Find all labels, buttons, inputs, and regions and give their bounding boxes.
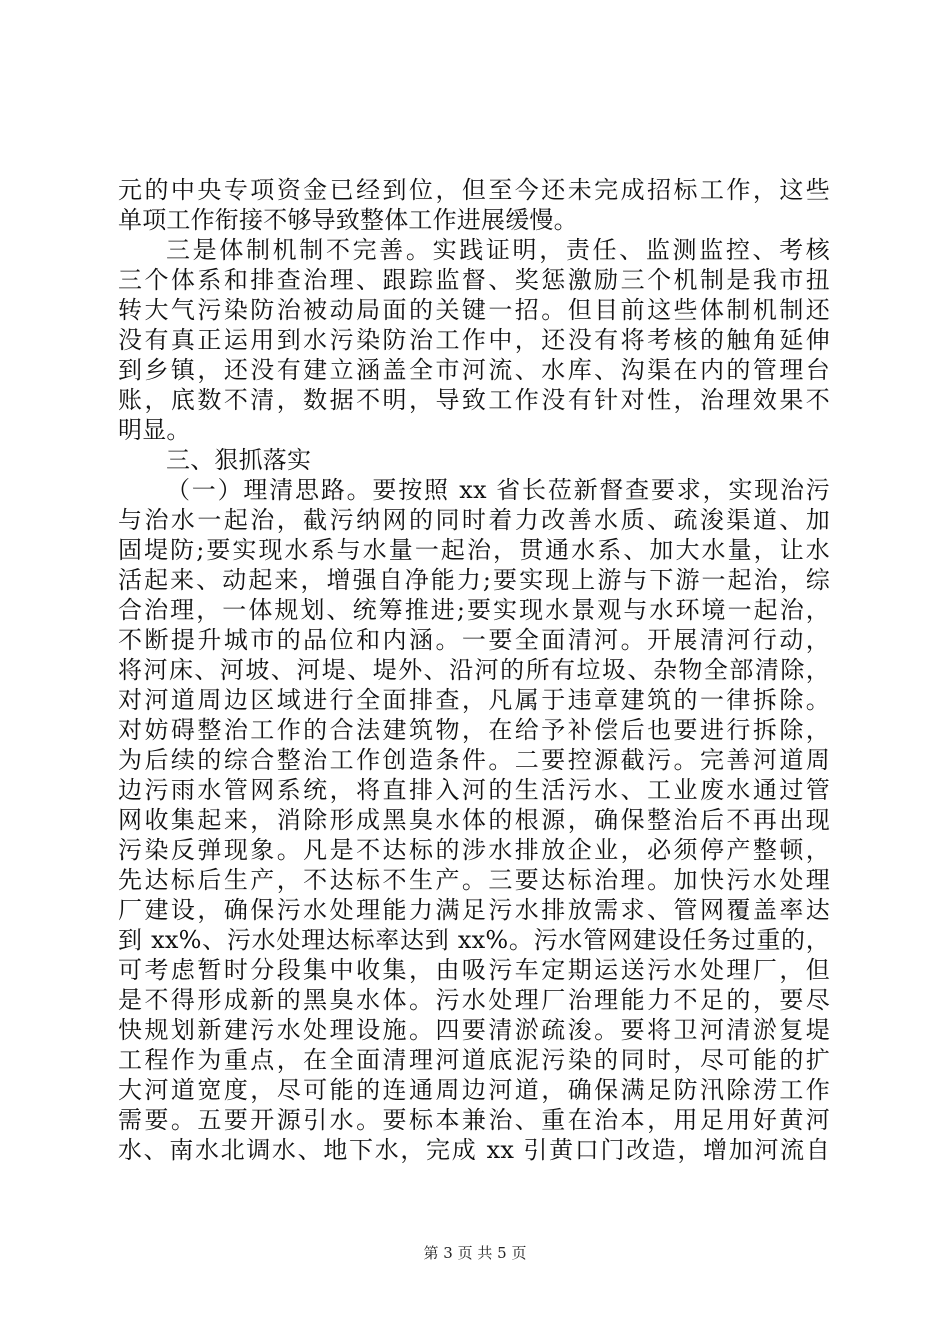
text-line: 工程作为重点，在全面清理河道底泥污染的同时，尽可能的扩 [118, 1046, 830, 1074]
paragraph-first-line: 三是体制机制不完善。实践证明，责任、监测监控、考核 [166, 236, 830, 264]
text-line: 对妨碍整治工作的合法建筑物，在给予补偿后也要进行拆除， [118, 716, 830, 744]
text-line: 固堤防;要实现水系与水量一起治，贯通水系、加大水量，让水 [118, 536, 830, 564]
text-line: 对河道周边区域进行全面排查，凡属于违章建筑的一律拆除。 [118, 686, 830, 714]
text-line: 先达标后生产，不达标不生产。三要达标治理。加快污水处理 [118, 866, 830, 894]
text-line: 到乡镇，还没有建立涵盖全市河流、水库、沟渠在内的管理台 [118, 356, 830, 384]
text-line: 单项工作衔接不够导致整体工作进展缓慢。 [118, 206, 578, 234]
text-line: 三个体系和排查治理、跟踪监督、奖惩激励三个机制是我市扭 [118, 266, 830, 294]
paragraph-first-line: （一）理清思路。要按照 xx 省长莅新督查要求，实现治污 [166, 476, 830, 504]
text-line: 合治理，一体规划、统筹推进;要实现水景观与水环境一起治， [118, 596, 830, 624]
text-line: 不断提升城市的品位和内涵。一要全面清河。开展清河行动， [118, 626, 830, 654]
text-line: 可考虑暂时分段集中收集，由吸污车定期运送污水处理厂，但 [118, 956, 830, 984]
text-line: 账，底数不清，数据不明，导致工作没有针对性，治理效果不 [118, 386, 830, 414]
page-number-footer: 第 3 页 共 5 页 [423, 1244, 527, 1262]
text-line: 明显。 [118, 416, 191, 444]
text-line: 污染反弹现象。凡是不达标的涉水排放企业，必须停产整顿， [118, 836, 830, 864]
document-body [118, 175, 830, 1165]
text-line: 需要。五要开源引水。要标本兼治、重在治本，用足用好黄河 [118, 1106, 830, 1134]
text-line: 到 xx%、污水处理达标率达到 xx%。污水管网建设任务过重的， [118, 926, 830, 954]
text-line: 活起来、动起来，增强自净能力;要实现上游与下游一起治，综 [118, 566, 830, 594]
text-line: 边污雨水管网系统，将直排入河的生活污水、工业废水通过管 [118, 776, 830, 804]
text-line: 厂建设，确保污水处理能力满足污水排放需求、管网覆盖率达 [118, 896, 830, 924]
text-line: 转大气污染防治被动局面的关键一招。但目前这些体制机制还 [118, 296, 830, 324]
text-line: 大河道宽度，尽可能的连通周边河道，确保满足防汛除涝工作 [118, 1076, 830, 1104]
text-line: 是不得形成新的黑臭水体。污水处理厂治理能力不足的，要尽 [118, 986, 830, 1014]
text-line: 元的中央专项资金已经到位，但至今还未完成招标工作，这些 [118, 176, 830, 204]
text-line: 没有真正运用到水污染防治工作中，还没有将考核的触角延伸 [118, 326, 830, 354]
section-heading: 三、狠抓落实 [166, 446, 312, 474]
text-line: 网收集起来，消除形成黑臭水体的根源，确保整治后不再出现 [118, 806, 830, 834]
text-line: 为后续的综合整治工作创造条件。二要控源截污。完善河道周 [118, 746, 830, 774]
text-line: 水、南水北调水、地下水，完成 xx 引黄口门改造，增加河流自 [118, 1136, 830, 1164]
text-line: 与治水一起治，截污纳网的同时着力改善水质、疏浚渠道、加 [118, 506, 830, 534]
text-line: 将河床、河坡、河堤、堤外、沿河的所有垃圾、杂物全部清除， [118, 656, 830, 684]
text-line: 快规划新建污水处理设施。四要清淤疏浚。要将卫河清淤复堤 [118, 1016, 830, 1044]
